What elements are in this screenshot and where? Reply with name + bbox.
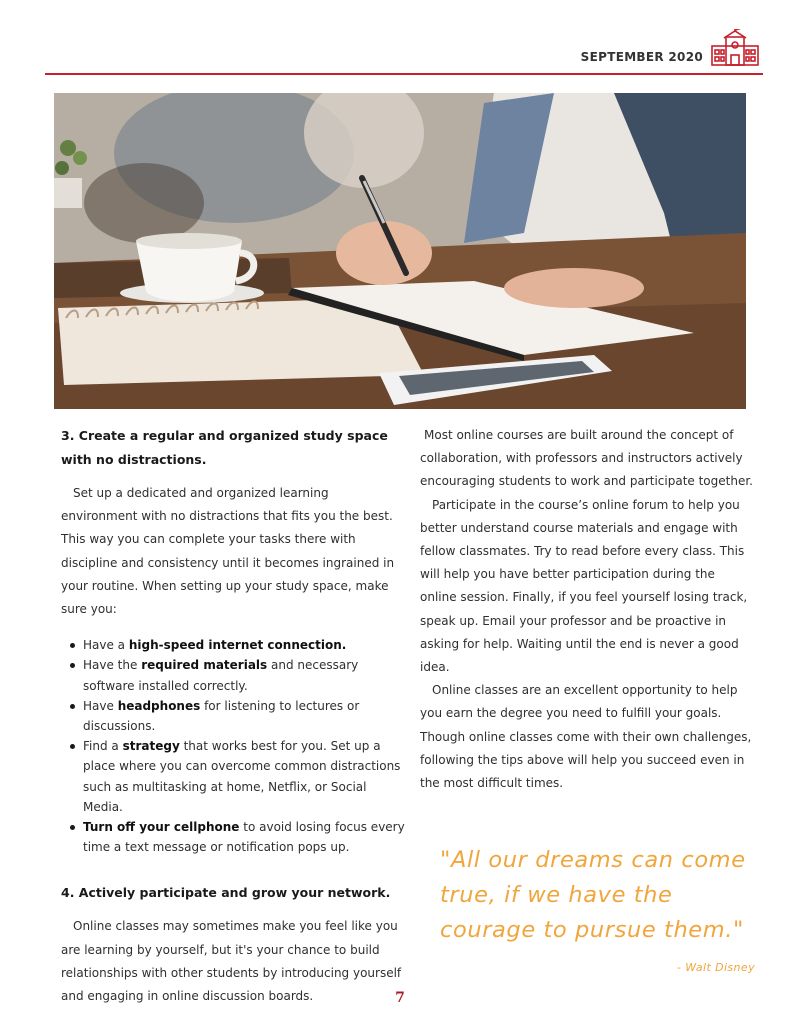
checklist	[61, 635, 406, 857]
list-item: Find a strategy that works best for you. Set up a place where you can overcome common distractions such as multitasking at home, Netflix, or Social Media.	[61, 736, 406, 817]
hero-photo	[54, 93, 746, 409]
left-column	[61, 424, 406, 1008]
section-heading-study-space: 3. Create a regular and organized study space with no distractions.	[61, 428, 388, 467]
list-item: Have headphones for listening to lectures or discussions.	[61, 696, 406, 736]
paragraph-study-space: Set up a dedicated and organized learning environment with no distractions that fits you the best. This way you can complete your tasks there with discipline and consistency until it becomes ingrained in your routine. When setting up your study space, make sure you:	[61, 486, 395, 617]
paragraph-forum: Participate in the course’s online forum to help you better understand course materials and engage with fellow classmates. Try to read before every class. This will help you have better participation during the online session. Finally, if you feel yourself losing track, speak up. Email your professor and be proactive in asking for help. Waiting until the end is never a good idea.	[420, 497, 748, 675]
paragraph-network: Online classes may sometimes make you feel like you are learning by yourself, but it's your chance to build relationships with other students by introducing yourself and engaging in online discussion boards.	[61, 919, 402, 1004]
section-heading-network: 4. Actively participate and grow your network.	[61, 885, 391, 901]
pull-quote: "All our dreams can come true, if we have the courage to pursue them."	[440, 847, 746, 943]
list-item: Turn off your cellphone to avoid losing focus every time a text message or notification pops up.	[61, 817, 406, 857]
paragraph-collaboration: Most online courses are built around the concept of collaboration, with professors and instructors actively encouraging students to work and participate together.	[420, 428, 753, 489]
header-rule	[45, 73, 763, 75]
school-building-icon	[710, 29, 760, 67]
list-item: Have a high-speed internet connection.	[61, 635, 406, 655]
right-column	[420, 424, 755, 795]
page-number: 7	[395, 990, 405, 1006]
paragraph-conclusion: Online classes are an excellent opportunity to help you earn the degree you need to fulfill your goals. Though online classes come with their own challenges, following the tips above will help you succeed even in the most difficult times.	[420, 683, 752, 791]
list-item: Have the required materials and necessary software installed correctly.	[61, 655, 406, 695]
issue-date: SEPTEMBER 2020	[580, 50, 703, 64]
quote-attribution: - Walt Disney	[676, 961, 755, 974]
